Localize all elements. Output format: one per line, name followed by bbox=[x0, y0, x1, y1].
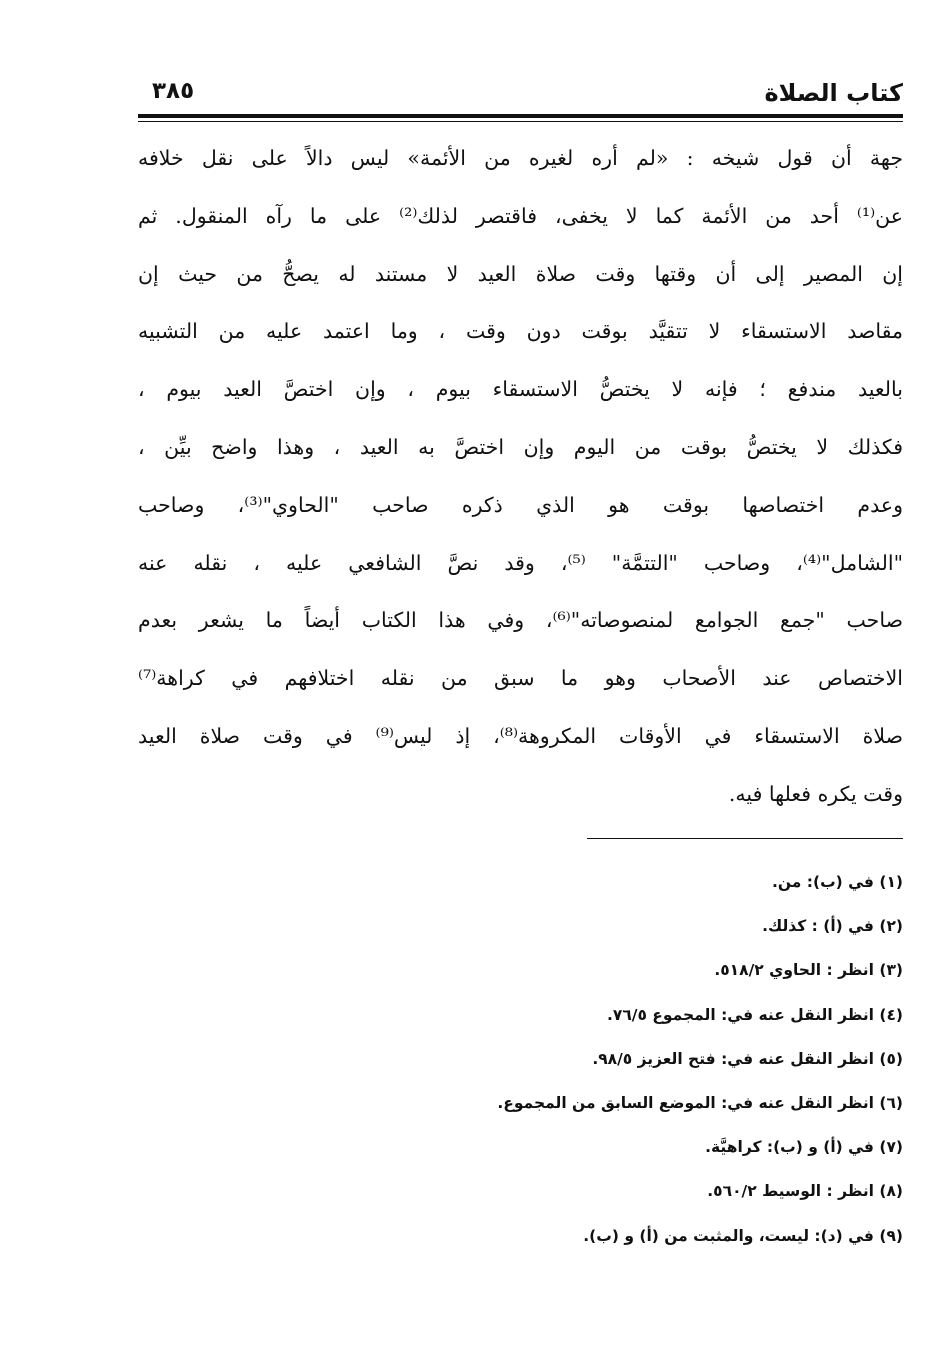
page-number: ٣٨٥ bbox=[152, 78, 195, 104]
text-line: بالعيد مندفع ؛ فإنه لا يختصُّ الاستسقاء بيوم ، وإن اختصَّ العيد بيوم ، bbox=[138, 377, 903, 402]
header-rule-thin bbox=[138, 121, 903, 122]
footnote: (٨) انظر : الوسيط ٥٦٠/٢. bbox=[707, 1182, 903, 1201]
footnote: (٦) انظر النقل عنه في: الموضع السابق من المجموع. bbox=[497, 1093, 903, 1112]
footnote: (١) في (ب): من. bbox=[771, 873, 903, 891]
text-line: عن⁽¹⁾ أحد من الأئمة كما لا يخفى، فاقتصر لذلك⁽²⁾ على ما رآه المنقول. ثم bbox=[138, 203, 903, 228]
footnote: (٧) في (أ) و (ب): كراهيَّة. bbox=[705, 1138, 903, 1157]
footnotes bbox=[403, 860, 903, 1258]
text-line: "الشامل"⁽⁴⁾، وصاحب "التتمَّة" ⁽⁵⁾، وقد نصَّ الشافعي عليه ، نقله عنه bbox=[138, 550, 903, 575]
text-line: جهة أن قول شيخه : «لم أره لغيره من الأئمة» ليس دالاً على نقل خلافه bbox=[138, 146, 903, 170]
text-line: وقت يكره فعلها فيه. bbox=[728, 781, 903, 806]
footnote: (٢) في (أ) : كذلك. bbox=[762, 917, 903, 936]
text-line: مقاصد الاستسقاء لا تتقيَّد بوقت دون وقت ، وما اعتمد عليه من التشبيه bbox=[138, 319, 903, 344]
text-line: فكذلك لا يختصُّ بوقت من اليوم وإن اختصَّ به العيد ، وهذا واضح بيِّن ، bbox=[138, 434, 903, 459]
footnote-separator bbox=[587, 838, 903, 839]
footnote: (٤) انظر النقل عنه في: المجموع ٧٦/٥. bbox=[606, 1005, 903, 1024]
text-line: إن المصير إلى أن وقتها وقت صلاة العيد لا مستند له يصحُّ من حيث إن bbox=[138, 261, 903, 286]
footnote: (٣) انظر : الحاوي ٥١٨/٢. bbox=[714, 961, 903, 980]
footnote: (٥) انظر النقل عنه في: فتح العزيز ٩٨/٥. bbox=[592, 1049, 903, 1068]
text-line: الاختصاص عند الأصحاب وهو ما سبق من نقله اختلافهم في كراهة⁽⁷⁾ bbox=[138, 666, 903, 691]
text-line: صاحب "جمع الجوامع لمنصوصاته"⁽⁶⁾، وفي هذا الكتاب أيضاً ما يشعر بعدم bbox=[138, 608, 903, 633]
text-line: وعدم اختصاصها بوقت هو الذي ذكره صاحب "الحاوي"⁽³⁾، وصاحب bbox=[138, 492, 903, 517]
header-rule-thick bbox=[138, 114, 903, 118]
main-text bbox=[138, 130, 903, 824]
footnote: (٩) في (د): ليست، والمثبت من (أ) و (ب). bbox=[583, 1226, 903, 1245]
text-line: صلاة الاستسقاء في الأوقات المكروهة⁽⁸⁾، إذ ليس⁽⁹⁾ في وقت صلاة العيد bbox=[138, 723, 903, 748]
running-title: كتاب الصلاة bbox=[764, 79, 903, 107]
